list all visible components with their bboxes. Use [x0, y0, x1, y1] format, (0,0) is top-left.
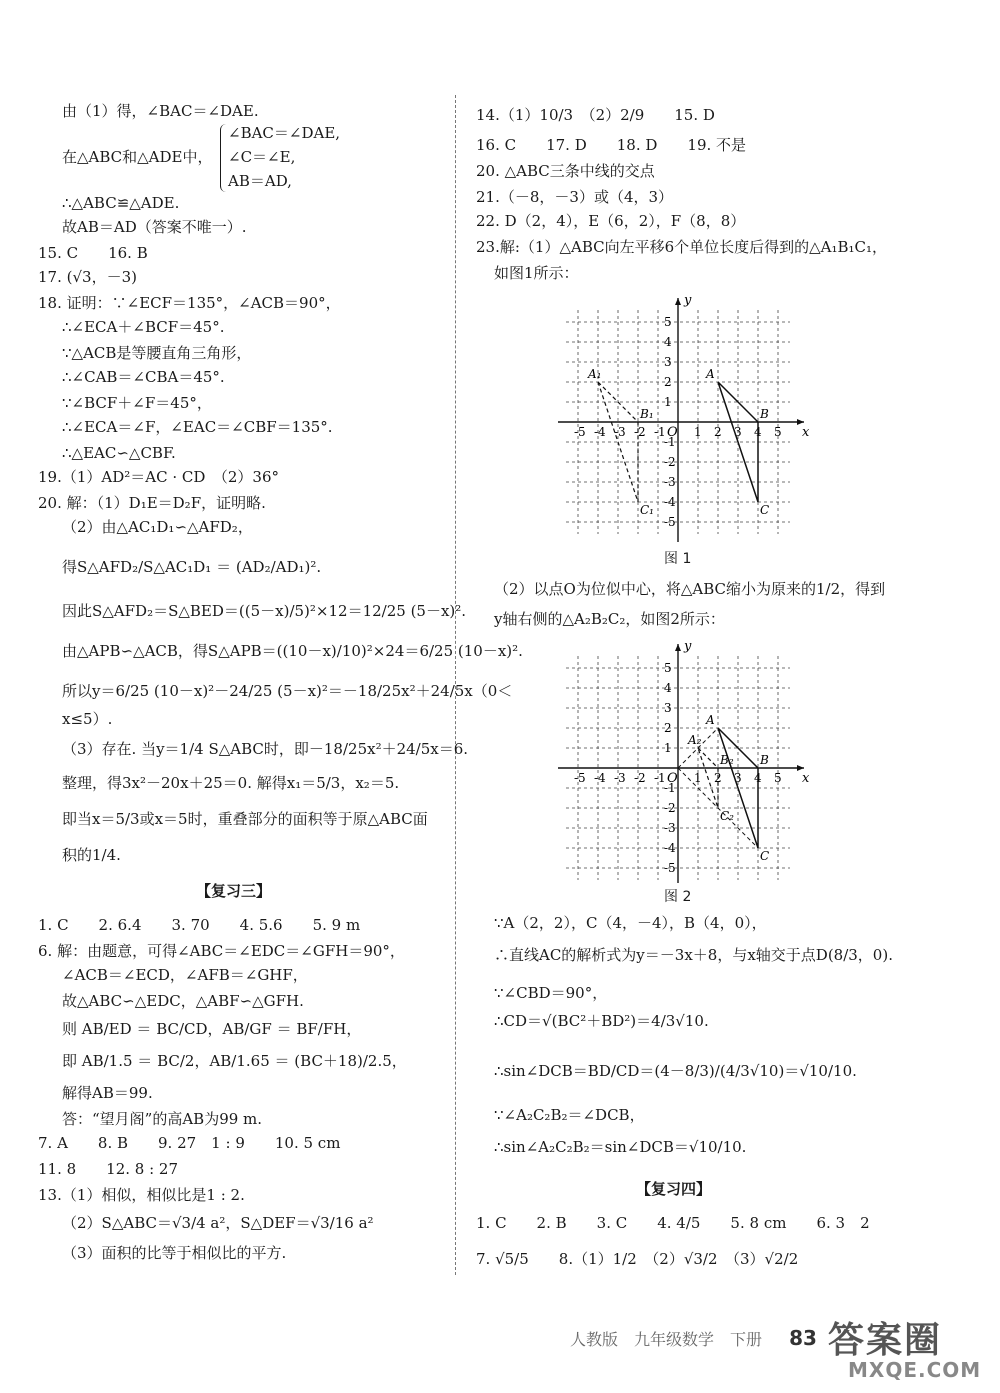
- x-tick-label: 3: [734, 771, 742, 785]
- y-tick-label: -2: [664, 455, 676, 469]
- page-number: 83: [789, 1326, 817, 1350]
- x-tick-label: 4: [754, 425, 762, 439]
- y-tick-label: 4: [664, 335, 672, 349]
- text-line: 17. (√3，－3): [38, 268, 137, 286]
- point-label: C: [760, 849, 770, 863]
- text-line: 7. √5/5 8.（1）1/2 （2）√3/2 （3）√2/2: [476, 1250, 799, 1268]
- x-tick-label: 2: [714, 771, 722, 785]
- x-tick-label: 5: [774, 425, 782, 439]
- x-tick-label: -1: [654, 425, 666, 439]
- y-tick-label: -4: [664, 841, 676, 855]
- page-footer: [570, 1326, 817, 1350]
- text-line: 1. C 2. B 3. C 4. 4/5 5. 8 cm 6. 3 2: [476, 1214, 870, 1232]
- x-tick-label: 4: [754, 771, 762, 785]
- x-tick-label: -2: [634, 771, 646, 785]
- text-line: 22. D（2，4），E（6，2），F（8，8）: [476, 212, 746, 230]
- text-line: 在△ABC和△ADE中，: [62, 148, 213, 166]
- text-line: 即当x＝5/3或x＝5时，重叠部分的面积等于原△ABC面: [62, 810, 428, 828]
- text-line: ∴CD＝√(BC²＋BD²)＝4/3√10.: [494, 1012, 709, 1030]
- y-tick-label: 2: [664, 721, 672, 735]
- coordinate-graph-fig1: [555, 292, 815, 542]
- y-tick-label: -2: [664, 801, 676, 815]
- brace: [220, 124, 227, 192]
- point-label: B: [760, 753, 769, 767]
- text-line: AB＝AD,: [228, 172, 292, 190]
- point-label: A₁: [588, 367, 602, 381]
- text-line: ∠C＝∠E,: [228, 148, 296, 166]
- point-label: A: [706, 713, 715, 727]
- text-line: 得S△AFD₂/S△AC₁D₁ ＝ (AD₂/AD₁)².: [62, 558, 322, 576]
- figure-caption-1: 图 1: [664, 551, 692, 567]
- text-line: 故△ABC∽△EDC，△ABF∽△GFH.: [62, 992, 304, 1010]
- x-tick-label: 3: [734, 425, 742, 439]
- y-tick-label: 5: [664, 661, 672, 675]
- origin-label: O: [667, 425, 678, 440]
- text-line: ∠ACB＝∠ECD，∠AFB＝∠GHF，: [62, 966, 308, 984]
- text-line: 16. C 17. D 18. D 19. 不是: [476, 136, 747, 154]
- watermark-line2: MXQE.COM: [848, 1358, 982, 1382]
- point-label: A₂: [688, 733, 702, 747]
- y-tick-label: -3: [664, 821, 676, 835]
- coordinate-graph-fig2: [555, 638, 815, 883]
- text-line: 所以y＝6/25 (10－x)²－24/25 (5－x)²＝－18/25x²＋24/5x（0＜: [62, 682, 513, 700]
- text-line: ∴∠ECA＋∠BCF＝45°.: [62, 318, 225, 336]
- text-line: （2）S△ABC＝√3/4 a²，S△DEF＝√3/16 a²: [62, 1214, 374, 1232]
- y-tick-label: 3: [664, 701, 672, 715]
- y-axis-arrow: [675, 298, 681, 305]
- x-tick-label: -3: [614, 771, 626, 785]
- text-line: 14.（1）10/3 （2）2/9 15. D: [476, 106, 715, 124]
- point-label: C₁: [640, 503, 654, 517]
- text-line: 由（1）得，∠BAC＝∠DAE.: [62, 102, 259, 120]
- y-tick-label: 1: [664, 741, 672, 755]
- text-line: 由△APB∽△ACB，得S△APB＝((10－x)/10)²×24＝6/25 (10－x)².: [62, 642, 523, 660]
- x-tick-label: -1: [654, 771, 666, 785]
- x-tick-label: -4: [594, 771, 606, 785]
- text-line: ∵∠A₂C₂B₂＝∠DCB，: [494, 1106, 645, 1124]
- y-axis-arrow: [675, 644, 681, 651]
- text-line: ∴∠ECA＝∠F，∠EAC＝∠CBF＝135°.: [62, 418, 333, 436]
- y-tick-label: 1: [664, 395, 672, 409]
- text-line: 因此S△AFD₂＝S△BED＝((5－x)/5)²×12＝12/25 (5－x)².: [62, 602, 467, 620]
- x-tick-label: -5: [574, 425, 586, 439]
- text-line: ∵∠CBD＝90°，: [494, 984, 608, 1002]
- text-line: ∴sin∠A₂C₂B₂＝sin∠DCB＝√10/10.: [494, 1138, 747, 1156]
- y-tick-label: 4: [664, 681, 672, 695]
- text-line: 23.解:（1）△ABC向左平移6个单位长度后得到的△A₁B₁C₁，: [476, 238, 888, 256]
- text-line: ∵A（2，2），C（4，－4），B（4，0），: [494, 914, 767, 932]
- text-line: 19.（1）AD²＝AC · CD （2）36°: [38, 468, 280, 486]
- y-tick-label: -1: [664, 781, 676, 795]
- point-label: A: [706, 367, 715, 381]
- text-line: ∴∠CAB＝∠CBA＝45°.: [62, 368, 225, 386]
- x-tick-label: 5: [774, 771, 782, 785]
- x-tick-label: -3: [614, 425, 626, 439]
- text-line: 则 AB/ED ＝ BC/CD，AB/GF ＝ BF/FH，: [62, 1020, 362, 1038]
- text-line: 解得AB＝99.: [62, 1084, 153, 1102]
- text-line: 20. 解：（1）D₁E＝D₂F，证明略.: [38, 494, 266, 512]
- point-label: B: [760, 407, 769, 421]
- point-label: C: [760, 503, 770, 517]
- text-line: 整理，得3x²－20x＋25＝0. 解得x₁＝5/3，x₂＝5.: [62, 774, 400, 792]
- text-line: 1. C 2. 6.4 3. 70 4. 5.6 5. 9 m: [38, 916, 361, 934]
- section-title-review-3: 【复习三】: [196, 882, 272, 900]
- x-axis-label: x: [802, 425, 810, 440]
- text-line: ∴△ABC≌△ADE.: [62, 194, 180, 212]
- text-line: ∵∠BCF＋∠F＝45°，: [62, 394, 212, 412]
- x-tick-label: 1: [694, 425, 702, 439]
- y-tick-label: -1: [664, 435, 676, 449]
- section-title-review-4: 【复习四】: [636, 1180, 712, 1198]
- y-tick-label: -5: [664, 861, 676, 875]
- text-line: 13.（1）相似，相似比是1 : 2.: [38, 1186, 245, 1204]
- x-tick-label: 1: [694, 771, 702, 785]
- y-axis-label: y: [684, 293, 692, 308]
- figure-caption-2: 图 2: [664, 889, 692, 905]
- text-line: （3）面积的比等于相似比的平方.: [62, 1244, 287, 1262]
- x-tick-label: 2: [714, 425, 722, 439]
- y-tick-label: -3: [664, 475, 676, 489]
- text-line: 15. C 16. B: [38, 244, 148, 262]
- text-line: 21.（－8，－3）或（4，3）: [476, 188, 674, 206]
- text-line: 11. 8 12. 8 : 27: [38, 1160, 179, 1178]
- x-tick-label: -5: [574, 771, 586, 785]
- text-line: 7. A 8. B 9. 27 1 : 9 10. 5 cm: [38, 1134, 341, 1152]
- text-line: 答：“望月阁”的高AB为99 m.: [62, 1110, 263, 1128]
- watermark-line1: 答案圈: [828, 1320, 943, 1361]
- y-tick-label: 3: [664, 355, 672, 369]
- origin-label: O: [667, 771, 678, 786]
- text-line: 6. 解：由题意，可得∠ABC＝∠EDC＝∠GFH＝90°，: [38, 942, 405, 960]
- text-line: （2）由△AC₁D₁∽△AFD₂，: [62, 518, 253, 536]
- y-axis-label: y: [684, 639, 692, 654]
- text-line: ∠BAC＝∠DAE,: [228, 124, 341, 142]
- text-line: 积的1/4.: [62, 846, 121, 864]
- text-line: x≤5）.: [62, 710, 113, 728]
- y-tick-label: -5: [664, 515, 676, 529]
- y-tick-label: 2: [664, 375, 672, 389]
- text-line: 18. 证明：∵∠ECF＝135°，∠ACB＝90°，: [38, 294, 341, 312]
- text-line: 20. △ABC三条中线的交点: [476, 162, 655, 180]
- watermark-logo: [820, 1310, 995, 1388]
- footer-text: 人教版 九年级数学 下册: [570, 1330, 763, 1349]
- text-line: （2）以点O为位似中心，将△ABC缩小为原来的1/2，得到: [494, 580, 886, 598]
- text-line: y轴右侧的△A₂B₂C₂，如图2所示：: [494, 610, 725, 628]
- point-label: C₂: [720, 809, 734, 823]
- text-line: ∴sin∠DCB＝BD/CD＝(4－8/3)/(4/3√10)＝√10/10.: [494, 1062, 857, 1080]
- text-line: ∴△EAC∽△CBF.: [62, 444, 176, 462]
- text-line: 即 AB/1.5 ＝ BC/2，AB/1.65 ＝ (BC＋18)/2.5，: [62, 1052, 407, 1070]
- text-line: 如图1所示：: [494, 264, 579, 282]
- text-line: ∴直线AC的解析式为y＝－3x＋8，与x轴交于点D(8/3，0).: [494, 946, 893, 964]
- text-line: 故AB＝AD（答案不唯一）.: [62, 218, 247, 236]
- text-line: （3）存在. 当y＝1/4 S△ABC时，即－18/25x²＋24/5x＝6.: [62, 740, 469, 758]
- y-tick-label: -4: [664, 495, 676, 509]
- point-label: B₂: [720, 753, 734, 767]
- y-tick-label: 5: [664, 315, 672, 329]
- x-tick-label: -4: [594, 425, 606, 439]
- x-tick-label: -2: [634, 425, 646, 439]
- point-label: B₁: [640, 407, 654, 421]
- x-axis-label: x: [802, 771, 810, 786]
- text-line: ∵△ACB是等腰直角三角形，: [62, 344, 252, 362]
